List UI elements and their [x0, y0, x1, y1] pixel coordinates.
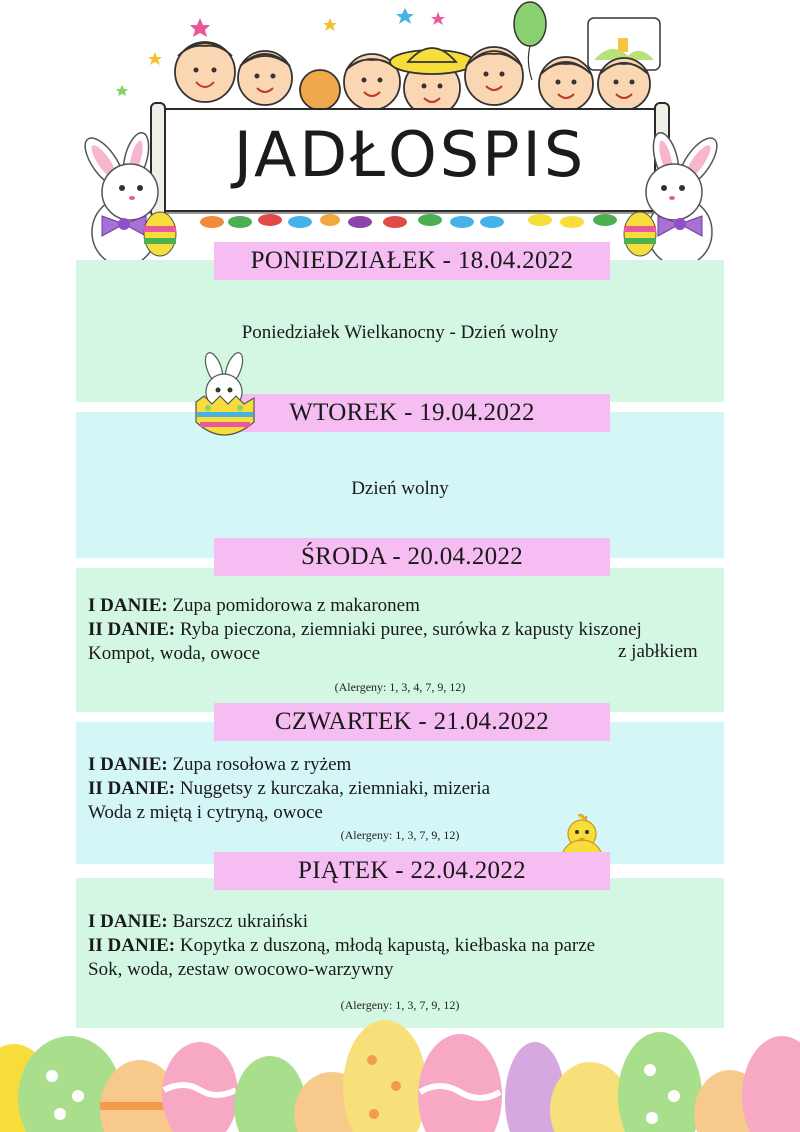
first-course: Zupa rosołowa z ryżem — [172, 754, 352, 775]
second-course-label: II DANIE: — [88, 778, 176, 799]
page-title: JADŁOSPIS — [233, 118, 587, 191]
bunny-right-icon — [618, 132, 728, 272]
second-course-continuation: z jabłkiem — [618, 641, 698, 662]
second-course: Nuggetsy z kurczaka, ziemniaki, mizeria — [179, 778, 491, 799]
second-course-label: II DANIE: — [88, 619, 176, 640]
menu-thursday — [88, 753, 708, 825]
first-course-label: I DANIE: — [88, 754, 168, 775]
day-heading-wednesday: ŚRODA - 20.04.2022 — [214, 538, 610, 576]
second-course: Ryba pieczona, ziemniaki puree, surówka z kapusty kiszonej — [179, 619, 642, 640]
day-heading-thursday: CZWARTEK - 21.04.2022 — [214, 703, 610, 741]
day-heading-friday: PIĄTEK - 22.04.2022 — [214, 852, 610, 890]
bunny-left-icon — [74, 132, 184, 272]
first-course-label: I DANIE: — [88, 911, 168, 932]
allergens-thursday: (Alergeny: 1, 3, 7, 9, 12) — [340, 828, 460, 842]
hatching-bunny-icon — [188, 352, 264, 448]
first-course: Barszcz ukraiński — [172, 911, 309, 932]
extras: Kompot, woda, owoce — [88, 643, 261, 664]
allergens-wednesday: (Alergeny: 1, 3, 4, 7, 9, 12) — [334, 680, 466, 694]
second-course-label: II DANIE: — [88, 935, 176, 956]
day-heading-tuesday: WTOREK - 19.04.2022 — [214, 394, 610, 432]
allergens-friday: (Alergeny: 1, 3, 7, 9, 12) — [340, 998, 460, 1012]
day-heading-monday: PONIEDZIAŁEK - 18.04.2022 — [214, 242, 610, 280]
easter-eggs-decoration — [0, 1010, 800, 1132]
menu-friday — [88, 910, 708, 982]
day-note-monday: Poniedziałek Wielkanocny - Dzień wolny — [241, 322, 559, 343]
second-course: Kopytka z duszoną, młodą kapustą, kiełbaska na parze — [179, 935, 596, 956]
first-course-label: I DANIE: — [88, 595, 168, 616]
extras: Sok, woda, zestaw owocowo-warzywny — [88, 959, 394, 980]
first-course: Zupa pomidorowa z makaronem — [172, 595, 420, 616]
day-note-tuesday: Dzień wolny — [351, 478, 449, 499]
extras: Woda z miętą i cytryną, owoce — [88, 802, 323, 823]
title-board — [158, 108, 662, 212]
